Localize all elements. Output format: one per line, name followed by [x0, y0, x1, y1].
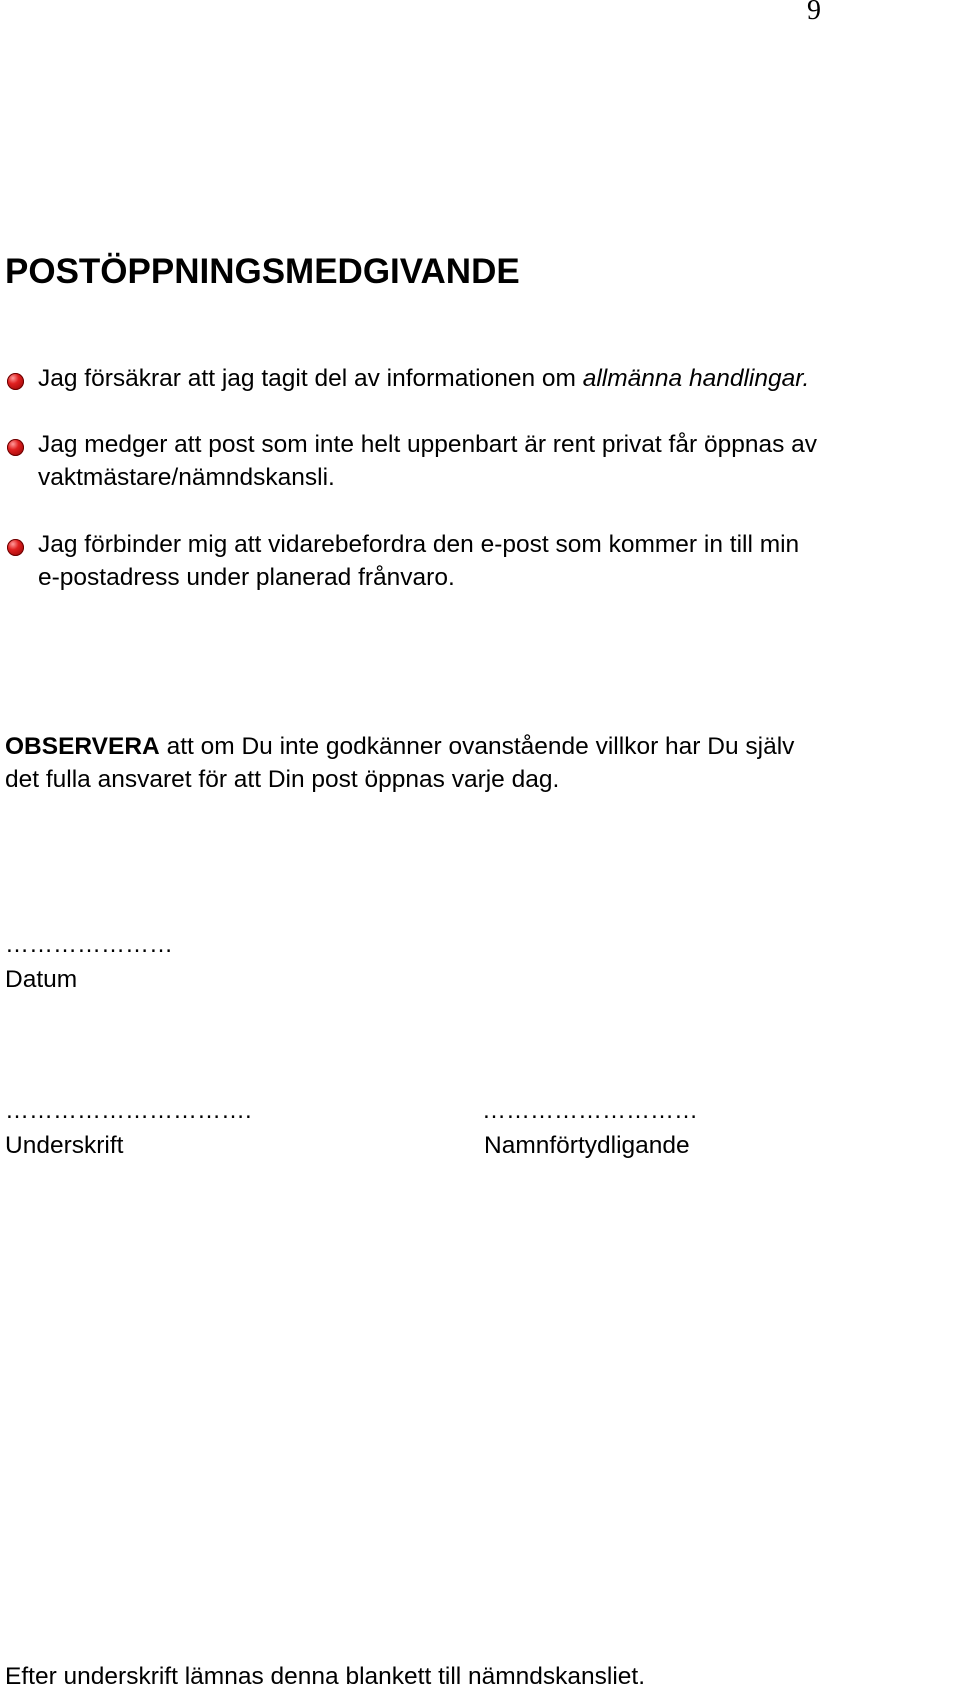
notice-keyword: OBSERVERA: [5, 733, 160, 760]
signature-label: Underskrift: [5, 1132, 124, 1159]
list-item-text-line1: Jag medger att post som inte helt uppenbart är rent privat får öppnas av: [38, 431, 817, 458]
list-item-text: [38, 528, 958, 594]
footer-instruction: Efter underskrift lämnas denna blankett till nämndskansliet.: [5, 1663, 646, 1690]
list-item-text: [38, 428, 958, 494]
red-bullet-icon: [7, 439, 24, 456]
document-title: POSTÖPPNINGSMEDGIVANDE: [5, 252, 520, 291]
list-item-text-line2: e-postadress under planerad frånvaro.: [38, 564, 455, 591]
signature-field-line: ………………………….: [5, 1097, 252, 1124]
red-bullet-icon: [7, 373, 24, 390]
list-item-text-line2: vaktmästare/nämndskansli.: [38, 464, 335, 491]
list-item-text-emphasis: allmänna handlingar.: [582, 365, 810, 392]
notice-paragraph: [5, 730, 960, 796]
notice-line2: det fulla ansvaret för att Din post öppnas varje dag.: [5, 766, 560, 793]
list-item-text-line1: Jag förbinder mig att vidarebefordra den e-post som kommer in till min: [38, 531, 800, 558]
name-clarification-label: Namnförtydligande: [484, 1132, 690, 1159]
red-bullet-icon: [7, 539, 24, 556]
notice-line1: att om Du inte godkänner ovanstående villkor har Du själv: [159, 733, 795, 760]
date-label: Datum: [5, 966, 78, 993]
page-number: 9: [807, 0, 821, 26]
name-clarification-field-line: ………………………: [482, 1097, 698, 1124]
date-field-line: …………………: [5, 931, 173, 958]
list-item-text-line1: Jag försäkrar att jag tagit del av informationen om: [38, 365, 583, 392]
list-item-text: [38, 362, 958, 395]
